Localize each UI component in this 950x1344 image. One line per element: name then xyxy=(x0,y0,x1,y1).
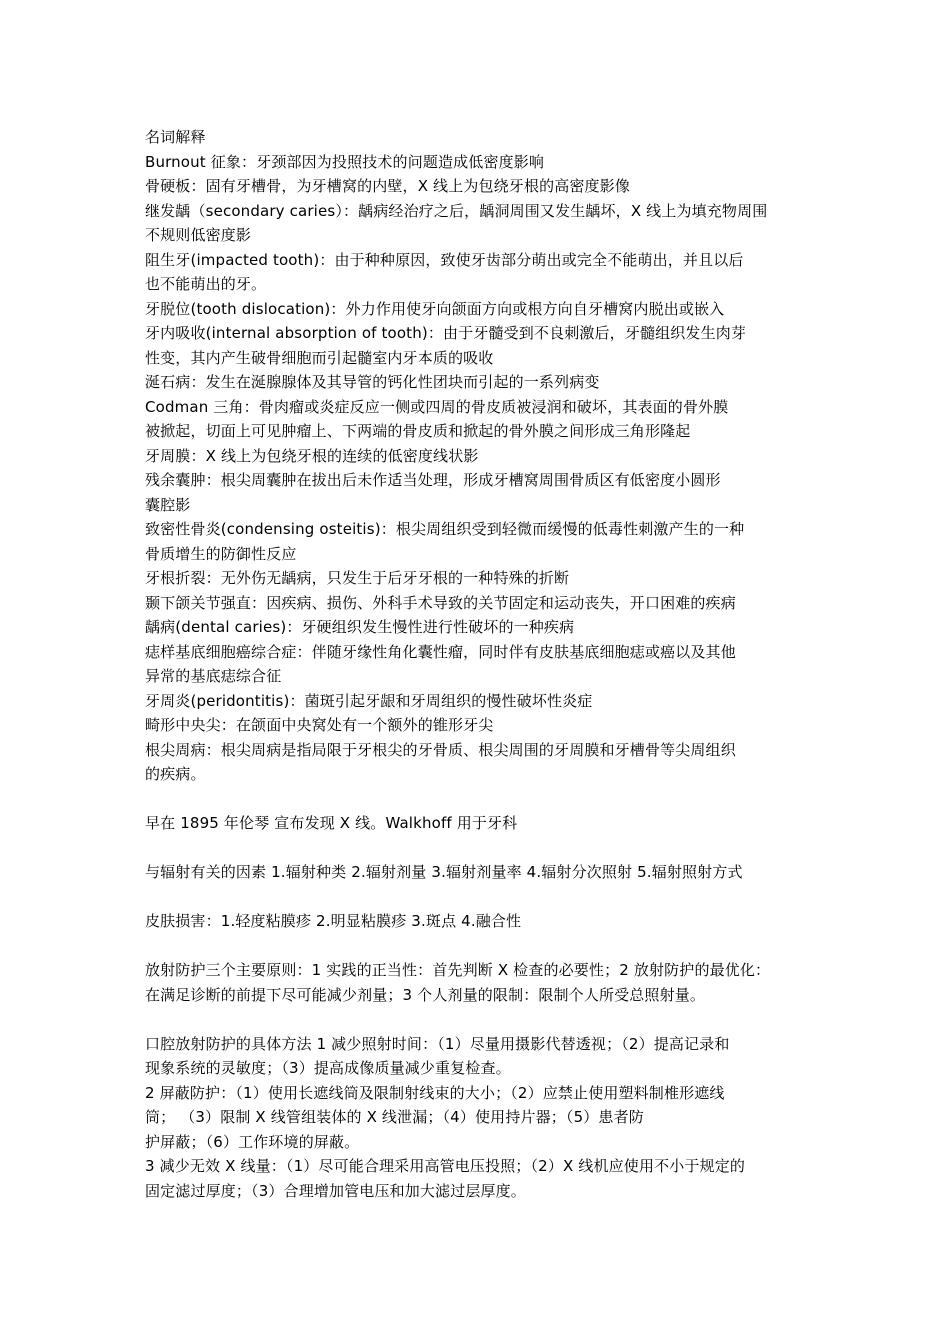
text-line: 囊腔影 xyxy=(145,495,191,514)
text-line: 早在 1895 年伦琴 宣布发现 X 线。Walkhoff 用于牙科 xyxy=(145,814,518,832)
text-line: 继发龋（secondary caries）：龋病经治疗之后，龋洞周围又发生龋坏，X 线上为填充物周围 xyxy=(145,201,768,220)
text-line: 与辐射有关的因素 1.辐射种类 2.辐射剂量 3.辐射剂量率 4.辐射分次照射 5.辐射照射方式 xyxy=(145,863,743,881)
text-line: 的疾病。 xyxy=(145,765,206,783)
text-line: 护屏蔽；（6）工作环境的屏蔽。 xyxy=(145,1132,360,1151)
text-line: 阻生牙(impacted tooth)：由于种种原因，致使牙齿部分萌出或完全不能萌出，并且以后 xyxy=(145,250,744,269)
text-line: 致密性骨炎(condensing osteitis)：根尖周组织受到轻微而缓慢的低毒性刺激产生的一种 xyxy=(145,520,745,538)
text-line: 涎石病：发生在涎腺腺体及其导管的钙化性团块而引起的一系列病变 xyxy=(145,373,600,391)
text-line: 筒； （3）限制 X 线管组装体的 X 线泄漏；（4）使用持片器；（5）患者防 xyxy=(145,1108,644,1126)
text-line: 龋病(dental caries)：牙硬组织发生慢性进行性破坏的一种疾病 xyxy=(145,618,575,636)
text-line: 痣样基底细胞癌综合症：伴随牙缘性角化囊性瘤，同时伴有皮肤基底细胞痣或癌以及其他 xyxy=(145,642,736,661)
text-line: 根尖周病：根尖周病是指局限于牙根尖的牙骨质、根尖周围的牙周膜和牙槽骨等尖周组织 xyxy=(145,740,736,759)
text-line: 畸形中央尖：在颌面中央窝处有一个额外的锥形牙尖 xyxy=(145,716,494,734)
text-line: 放射防护三个主要原则：1 实践的正当性：首先判断 X 检查的必要性；2 放射防护的最优化： xyxy=(145,961,771,979)
blank-line xyxy=(145,787,810,812)
text-line: 牙内吸收(internal absorption of tooth)：由于牙髓受到不良刺激后，牙髓组织发生肉芽 xyxy=(145,324,747,342)
text-line: 皮肤损害：1.轻度粘膜疹 2.明显粘膜疹 3.斑点 4.融合性 xyxy=(145,912,522,930)
text-line: 性变，其内产生破骨细胞而引起髓室内牙本质的吸收 xyxy=(145,348,494,367)
blank-line xyxy=(145,836,810,861)
text-line: 口腔放射防护的具体方法 1 减少照射时间：（1）尽量用摄影代替透视；（2）提高记录和 xyxy=(145,1034,730,1053)
text-line: 不规则低密度影 xyxy=(145,226,252,244)
text-line: Codman 三角：骨肉瘤或炎症反应一侧或四周的骨皮质被浸润和破坏，其表面的骨外膜 xyxy=(145,397,729,416)
blank-line xyxy=(145,1007,810,1032)
text-line: 骨硬板：固有牙槽骨，为牙槽窝的内壁，X 线上为包绕牙根的高密度影像 xyxy=(145,177,630,195)
text-line: 固定滤过厚度；（3）合理增加管电压和加大滤过层厚度。 xyxy=(145,1181,526,1200)
blank-line xyxy=(145,934,810,959)
text-line: 现象系统的灵敏度；（3）提高成像质量减少重复检查。 xyxy=(145,1059,511,1077)
text-line: 被掀起，切面上可见肿瘤上、下两端的骨皮质和掀起的骨外膜之间形成三角形隆起 xyxy=(145,422,691,440)
document-body xyxy=(145,125,810,1203)
text-line: 2 屏蔽防护：（1）使用长遮线筒及限制射线束的大小；（2）应禁止使用塑料制椎形遮线 xyxy=(145,1083,725,1102)
section-title: 名词解释 xyxy=(145,128,206,146)
text-line: 异常的基底痣综合征 xyxy=(145,667,282,685)
text-line: 残余囊肿：根尖周囊肿在拔出后未作适当处理，形成牙槽窝周围骨质区有低密度小圆形 xyxy=(145,471,721,489)
text-line: 在满足诊断的前提下尽可能减少剂量；3 个人剂量的限制：限制个人所受总照射量。 xyxy=(145,985,706,1004)
text-line: 牙根折裂：无外伤无龋病，只发生于后牙牙根的一种特殊的折断 xyxy=(145,569,570,587)
text-line: 也不能萌出的牙。 xyxy=(145,275,267,293)
text-line: Burnout 征象：牙颈部因为投照技术的问题造成低密度影响 xyxy=(145,152,545,171)
text-line: 骨质增生的防御性反应 xyxy=(145,544,297,563)
text-line: 牙周膜：X 线上为包绕牙根的连续的低密度线状影 xyxy=(145,446,479,465)
text-line: 牙脱位(tooth dislocation)：外力作用使牙向颌面方向或根方向自牙槽窝内脱出或嵌入 xyxy=(145,299,725,318)
text-line: 3 减少无效 X 线量：（1）尽可能合理采用高管电压投照；（2）X 线机应使用不小于规定的 xyxy=(145,1157,746,1175)
text-line: 牙周炎(peridontitis)：菌斑引起牙龈和牙周组织的慢性破坏性炎症 xyxy=(145,691,593,710)
text-line: 颞下颌关节强直：因疾病、损伤、外科手术导致的关节固定和运动丧失，开口困难的疾病 xyxy=(145,593,736,612)
blank-line xyxy=(145,885,810,910)
